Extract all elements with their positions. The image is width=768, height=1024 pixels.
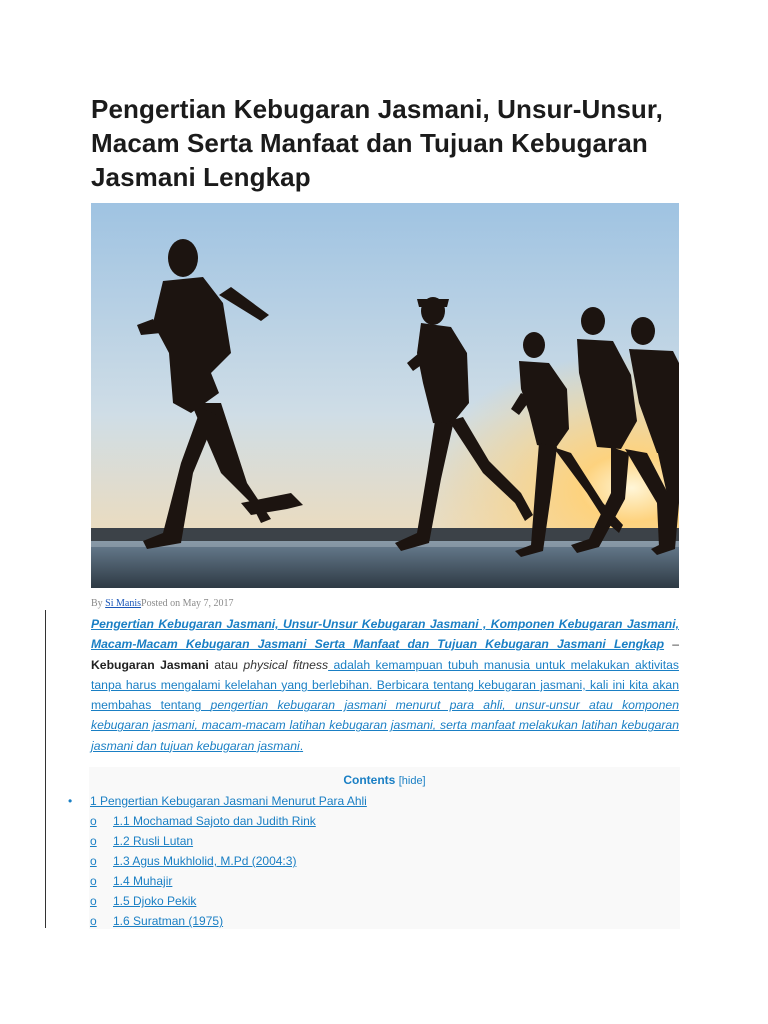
toc-item[interactable] — [68, 794, 367, 808]
intro-italic-term: physical fitness — [243, 657, 329, 672]
post-date: Posted on May 7, 2017 — [141, 598, 234, 609]
intro-bold-term: Kebugaran Jasmani — [91, 657, 209, 672]
circle-bullet-icon: o — [90, 814, 97, 828]
toc-item[interactable] — [90, 834, 193, 848]
toc-item-label: 1 Pengertian Kebugaran Jasmani Menurut Para Ahli — [90, 794, 367, 808]
intro-title-link[interactable]: Pengertian Kebugaran Jasmani, Unsur-Unsur Kebugaran Jasmani , Komponen Kebugaran Jasmani, Macam-Macam Kebugaran Jasmani Serta Manfaat dan Tujuan Kebugaran Jasmani Lengkap — [91, 617, 679, 652]
toc-item[interactable] — [90, 854, 296, 868]
bullet-icon: • — [68, 794, 73, 808]
circle-bullet-icon: o — [90, 854, 97, 868]
circle-bullet-icon: o — [90, 834, 97, 848]
intro-end: . — [299, 738, 304, 753]
toc-item-label: 1.3 Agus Mukhlolid, M.Pd (2004:3) — [113, 854, 297, 868]
intro-dash: – — [664, 637, 680, 652]
toc-item[interactable] — [90, 894, 196, 908]
article-title: Pengertian Kebugaran Jasmani, Unsur-Unsur, Macam Serta Manfaat dan Tujuan Kebugaran Jasmani Lengkap — [91, 94, 664, 192]
toc-item-label: 1.4 Muhajir — [113, 874, 173, 888]
toc-item[interactable] — [90, 814, 316, 828]
margin-rule — [45, 610, 46, 928]
toc-header — [89, 773, 680, 787]
intro-topics-link[interactable]: pengertian kebugaran jasmani menurut para ahli, unsur-unsur atau komponen kebugaran jasmani, macam-macam latihan kebugaran jasmani, serta manfaat melakukan latihan kebugaran jasmani dan tujuan kebugaran jasmani — [91, 698, 679, 753]
toc-item-label: 1.2 Rusli Lutan — [113, 834, 194, 848]
circle-bullet-icon: o — [90, 914, 97, 928]
article-header — [91, 92, 679, 194]
intro-atau: atau — [208, 657, 244, 672]
toc-item-label: 1.5 Djoko Pekik — [113, 894, 197, 908]
toc-item-label: 1.1 Mochamad Sajoto dan Judith Rink — [113, 814, 316, 828]
intro-body-text: adalah kemampuan tubuh manusia untuk melakukan aktivitas tanpa harus mengalami kelelahan yang berlebihan. Berbicara tentang kebugaran jasmani, kali ini kita akan membahas tentang — [91, 657, 680, 713]
intro-paragraph — [91, 614, 679, 756]
byline-by: By — [91, 598, 106, 609]
toc-item[interactable] — [90, 874, 172, 888]
toc-hide-toggle[interactable]: [hide] — [398, 775, 426, 787]
toc-title: Contents — [343, 773, 396, 787]
toc-item-label: 1.6 Suratman (1975) — [113, 914, 224, 928]
circle-bullet-icon: o — [90, 894, 97, 908]
byline — [91, 598, 679, 609]
circle-bullet-icon: o — [90, 874, 97, 888]
author-link[interactable]: Si Manis — [105, 598, 142, 609]
joggers-photo — [91, 203, 679, 588]
hero-image — [91, 203, 679, 588]
toc-item[interactable] — [90, 914, 223, 928]
